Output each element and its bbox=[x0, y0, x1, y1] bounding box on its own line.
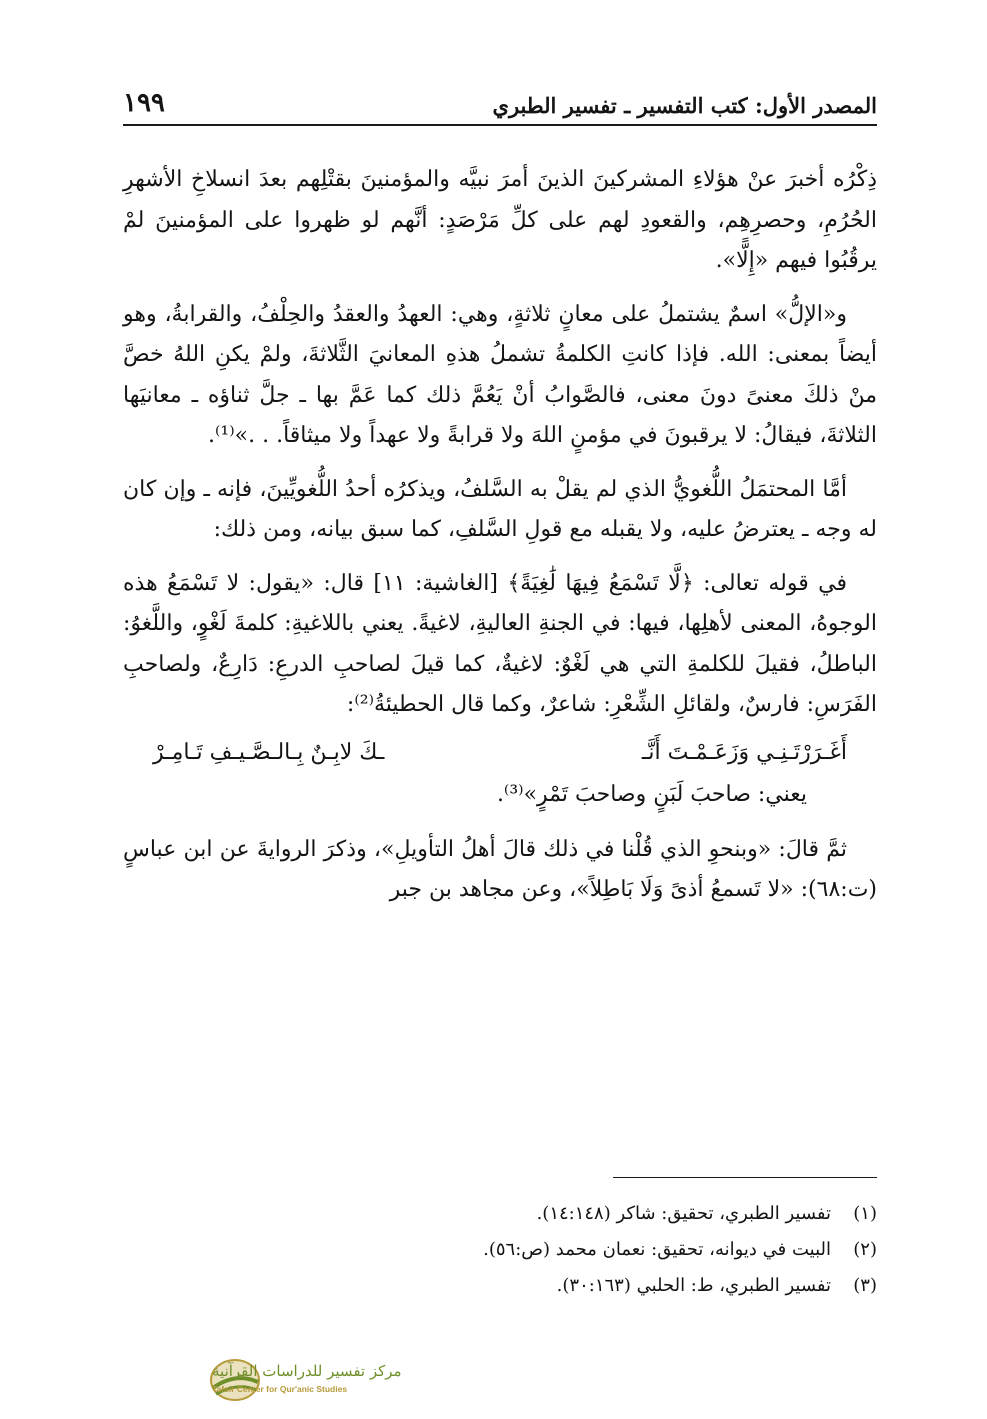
footnotes bbox=[300, 1196, 877, 1304]
footnote-divider bbox=[613, 1177, 877, 1178]
footnote-number: (٣) bbox=[853, 1275, 877, 1296]
paragraph-1: ذِكْرُه أخبرَ عنْ هؤلاءِ المشركينَ الذينَ أمرَ نبيَّه والمؤمنينَ بقتْلِهم بعدَ انسلاخِ الأشهرِ الحُرُمِ، وحصرِهِم، والقعودِ لهم على كلِّ مَرْصَدٍ: أنَّهم لو ظهروا على المؤمنينَ لمْ يرقُبُوا فيهم «إِلًّا». bbox=[123, 167, 877, 273]
footnote-number: (١) bbox=[853, 1203, 877, 1224]
poetry-verse bbox=[123, 732, 877, 774]
footnote-3 bbox=[300, 1268, 877, 1304]
tafsir-center-logo bbox=[2, 1352, 402, 1410]
paragraph-4: في قوله تعالى: ﴿لَّا تَسْمَعُ فِيهَا لَٰغِيَةً﴾ [الغاشية: ١١] قال: «يقول: لا تَسْمَعُ هذه الوجوهُ، المعنى لأهلِها، فيها: في الجنةِ العاليةِ، لاغيةً. يعني باللاغيةِ: كلمةَ لَغْوٍ، واللَّغوُ: الباطلُ، فقيلَ للكلمةِ التي هي لَغْوٌ: لاغيةٌ، كما قيلَ لصاحبِ الدرعِ: دَارِعٌ، ولصاحبِ الفَرَسِ: فارسٌ، ولقائلِ الشِّعْرِ: شاعرٌ، وكما قال الحطيئةُ⁽²⁾: bbox=[123, 570, 877, 717]
page-number: ١٩٩ bbox=[123, 88, 165, 118]
header-title: المصدر الأول: كتب التفسير ـ تفسير الطبري bbox=[492, 93, 877, 118]
running-header bbox=[123, 86, 877, 126]
footnote-text: البيت في ديوانه، تحقيق: نعمان محمد (ص:٥٦). bbox=[483, 1239, 831, 1260]
footnote-text: تفسير الطبري، تحقيق: شاكر (١٤:١٤٨). bbox=[536, 1203, 831, 1224]
footnote-text: تفسير الطبري، ط: الحلبي (٣٠:١٦٣). bbox=[556, 1275, 831, 1296]
footnote-1 bbox=[300, 1196, 877, 1232]
footnote-2 bbox=[300, 1232, 877, 1268]
logo-english-name: Tafsir Center for Qur'anic Studies bbox=[212, 1384, 348, 1394]
main-text bbox=[123, 160, 877, 924]
paragraph-2: و«الإلُّ» اسمٌ يشتملُ على معانٍ ثلاثةٍ، وهي: العهدُ والعقدُ والحِلْفُ، والقرابةُ، وهو أيضاً بمعنى: الله. فإذا كانتِ الكلمةُ تشملُ هذهِ المعانيَ الثَّلاثةَ، ولمْ يكنِ اللهُ خصَّ منْ ذلكَ معنىً دونَ معنى، فالصَّوابُ أنْ يَعُمَّ ذلك كما عَمَّ بها ـ جلَّ ثناؤه ـ معانيَها الثلاثةَ، فيقالُ: لا يرقبونَ في مؤمنٍ اللهَ ولا قرابةً ولا عهداً ولا ميثاقاً. . .»⁽¹⁾. bbox=[123, 301, 877, 448]
verse-explanation: يعني: صاحبَ لَبَنٍ وصاحبَ تَمْرٍ»⁽³⁾. bbox=[496, 781, 807, 807]
logo-arabic-name: مركز تفسير للدراسات القرآنية bbox=[212, 1362, 402, 1380]
footnote-number: (٢) bbox=[853, 1239, 877, 1260]
verse-second-hemistich: ـكَ لابِـنٌ بِـالـصَّـيـفِ تَـامِـرْ bbox=[153, 739, 385, 765]
paragraph-3: أمَّا المحتمَلُ اللُّغويُّ الذي لم يقلْ به السَّلفُ، ويذكرُه أحدُ اللُّغويِّينَ، فإنه ـ وإن كان له وجه ـ يعترضُ عليه، ولا يقبله مع قولِ السَّلفِ، كما سبق بيانه، ومن ذلك: bbox=[123, 476, 877, 542]
verse-first-hemistich: أَغَـرَرْتَـنِـي وَزَعَـمْـتَ أَنَّـ bbox=[641, 739, 847, 765]
paragraph-5: ثمَّ قالَ: «وبنحوِ الذي قُلْنا في ذلك قالَ أهلُ التأويلِ»، وذكرَ الروايةَ عن ابن عباسٍ (ت:٦٨): «لا تَسمعُ أذىً وَلَا بَاطِلاً»، وعن مجاهد بن جبر bbox=[123, 836, 877, 902]
